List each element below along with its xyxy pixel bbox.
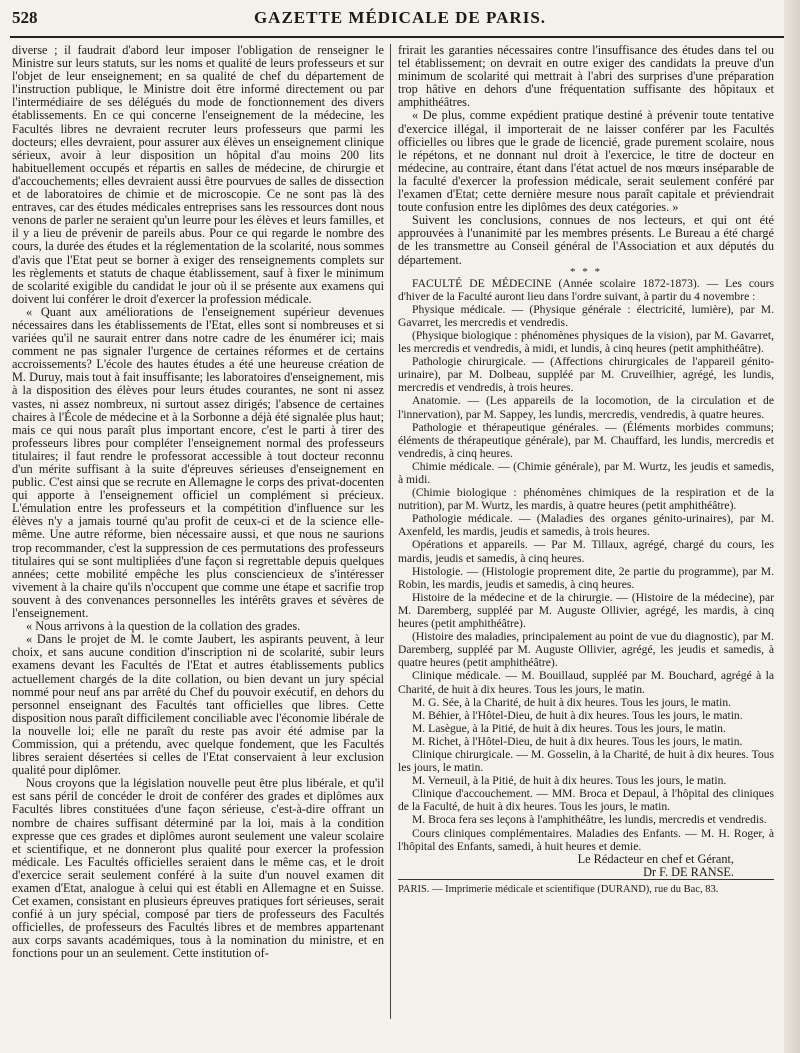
printer-imprint: PARIS. — Imprimerie médicale et scientifique (DURAND), rue du Bac, 83. bbox=[398, 879, 774, 896]
course-entry: Anatomie. — (Les appareils de la locomotion, de la circulation et de l'innervation), par M. Sappey, les lundis, mercredis, vendredis, à quatre heures. bbox=[398, 394, 774, 421]
course-entry: Clinique chirurgicale. — M. Gosselin, à la Charité, de huit à dix heures. Tous les jours, le matin. bbox=[398, 747, 774, 775]
signature-title: Le Rédacteur en chef et Gérant, bbox=[577, 851, 734, 866]
course-entry: Physique médicale. — (Physique générale : électricité, lumière), par M. Gavarret, les mercredis et vendredis. bbox=[398, 302, 774, 329]
paragraph: « Dans le projet de M. le comte Jaubert, les aspirants peuvent, à leur choix, et sans aucune condition d'inscription ni de scolarité, subir leurs examens devant les Facultés de l'Etat et autres établissements publics actuellement chargés de la dite collation, ou bien devant un jury spécial nommé pour neuf ans par arrêté du Chef du pouvoir exécutif, en dehors du personnel enseignant des Facultés tant officielles que libres. Cette disposition nous paraît difficilement conciliable avec l'économie libérale de la nouvelle loi; elle ne paraît du reste pas avoir été admise par la Commission, qui a prétendu, avec quelque fondement, que les Facultés libres seraient désertées si celles de l'Etat conservaient à leur exclusion qualité pour diplômer. bbox=[12, 632, 384, 778]
course-entry: Clinique d'accouchement. — MM. Broca et Depaul, à l'hôpital des cliniques de la Faculté, de huit à dix heures. Tous les jours, le matin. bbox=[398, 787, 774, 814]
paragraph: Nous croyons que la législation nouvelle peut être plus libérale, et qu'il est sans péril de concéder le droit de conférer des grades et diplômes aux Facultés libres constituées d'une façon sérieuse, c'est-à-dire offrant un nombre de chaires suffisant déterminé par la loi, mais à la condition expresse que ces grades et diplômes auront seulement une valeur scolaire et scientifique, et ne donneront plus qualité pour exercer la profession médicale. Les Facultés officielles seraient dans le même cas, et le droit d'exercice serait seulement conféré à la suite d'un nouvel examen dit examen d'Etat, analogue à celui qui est établi en Allemagne et en Suisse. Cet examen, consistant en plusieurs épreuves pratiques fort sérieuses, serait confié à un jury spécial, composé par tiers de professeurs des Facultés officielles, de professeurs des Facultés libres et de membres appartenant aux corps savants académiques, tous à la nomination du ministre, et en fonctions pour un an seulement. Cette institution of- bbox=[12, 776, 384, 961]
course-entry: M. G. Sée, à la Charité, de huit à dix heures. Tous les jours, le matin. bbox=[412, 695, 732, 709]
course-entry: Histologie. — (Histologie proprement dite, 2e partie du programme), par M. Robin, les mardis, jeudis et samedis, à cinq heures. bbox=[398, 564, 774, 591]
course-entry: M. Verneuil, à la Pitié, de huit à dix heures. Tous les jours, le matin. bbox=[412, 774, 727, 788]
course-entry: M. Broca fera ses leçons à l'amphithéâtre, les lundis, mercredis et vendredis. bbox=[412, 813, 767, 827]
paragraph: diverse ; il faudrait d'abord leur imposer l'obligation de renseigner le Ministre sur leurs statuts, sur les noms et qualité de leurs professeurs et sur l'objet de leur enseignement; en sa qualité de chef du département de l'instruction publique, le Ministre doit être informé directement ou par l'intermédiaire de ses délégués du mode de fonctionnement des divers établissements. En ce qui concerne l'enseignement de la médecine, les Facultés libres ne devraient recruter leurs professeurs que parmi les docteurs; elles devraient, pour assurer aux élèves un enseignement clinique sérieux, avoir à leur disposition un hôpital d'au moins 200 lits habituellement occupés et répartis en salles de médecine, de chirurgie et d'accouchements; elles devraient aussi être pourvues de salles de dissection et de laboratoires de chimie et de microscopie. Ce ne sont pas là des entraves, car des études médicales entreprises sans les ressources dont nous venons de parler ne seraient qu'un leurre pour les élèves et leurs familles, et il y a lieu de prévenir de pareils abus. Pour ce qui regarde le nombre des cours, la durée des études et la réglementation de la scolarité, nous sommes d'avis que l'Etat peut se borner à exiger des renseignements complets sur les règlements et statuts de chaque établissement, sauf à fixer le minimum de scolarité exigible du candidat le jour où il se présente aux examens qui doivent lui conférer le droit d'exercer la profession médicale. bbox=[12, 44, 384, 306]
course-entry: (Histoire des maladies, principalement au point de vue du diagnostic), par M. Daremberg, suppléé par M. Auguste Ollivier, agrégé, les jeudis et samedis, à quatre heures (petit amphithéâtre). bbox=[398, 630, 774, 670]
paragraph: « Quant aux améliorations de l'enseignement supérieur devenues nécessaires dans les établissements de l'Etat, elles sont si nombreuses et si variées qu'il ne saurait entrer dans notre cadre de les énumérer ici; mais comment ne pas signaler l'urgence de certaines réformes et de certains accroissements? L'école des hautes études a été une heureuse création de M. Duruy, mais tout à fait insuffisante; les laboratoires d'enseignement, mis à la disposition des élèves pour leurs études courantes, ne sont ni assez vastes, ni assez nombreux, ni surtout assez dirigés; l'absence de certaines chaires à l'École de médecine et à la Sorbonne a déjà été signalée plus haut; mais ce qui nous paraît plus important encore, c'est le parti à tirer des professeurs libres pour compléter l'enseignement normal des professeurs titulaires; il faut rendre le professorat accessible à tout docteur reconnu d'un mérite suffisant à la suite d'épreuves sérieuses d'enseignement en public. C'est ainsi que se recrute en Allemagne le corps des privat-docenten qui apporte à l'enseignement officiel un complément si précieux. L'émulation entre les professeurs et la compétition d'influence sur les élèves n'y a jamais tourné qu'au profit de ceux-ci et de la science elle-même. Une autre réforme, bien nécessaire aussi, et que nous ne saurions trop recommander, c'est la suppression de ces permutations des professeurs titulaires qui se sont multipliées d'une façon si regrettable depuis quelques années; cette mobilité empêche les plus consciencieux de s'intéresser vivement à la chaire qu'ils n'occupent que comme une étape et sacrifie trop souvent à des convenances personnelles les intérêts graves et sévères de l'enseignement. bbox=[12, 304, 384, 621]
course-entry: (Chimie biologique : phénomènes chimiques de la respiration et de la nutrition), par M. Wurtz, les mardis, à quatre heures (petit amphithéâtre). bbox=[398, 486, 774, 513]
page-header bbox=[0, 0, 800, 44]
paragraph: « De plus, comme expédient pratique destiné à prévenir toute tentative d'exercice illégal, il importerait de ne laisser conférer par les Facultés officielles ou libres que le grade de licencié, grade purement scolaire, nous le répétons, et ne donnant nul droit à l'exercice, le titre de docteur en médecine, au contraire, étant dans l'état actuel de nos mœurs inséparable de la faculté d'exercer la profession médicale, serait seulement conféré par l'examen d'Etat; cette dernière mesure nous paraît capitale et préviendrait toute confusion entre les diplômes des deux catégories. » bbox=[398, 108, 774, 215]
header-rule bbox=[10, 36, 790, 38]
course-entry: Cours cliniques complémentaires. Maladies des Enfants. — M. H. Roger, à l'hôpital des Enfants, samedi, à huit heures et demie. bbox=[398, 826, 774, 853]
course-entry: (Physique biologique : phénomènes physiques de la vision), par M. Gavarret, les mercredis et vendredis, à midi, et lundis, à cinq heures (petit amphithéâtre). bbox=[398, 328, 774, 356]
course-entry: M. Béhier, à l'Hôtel-Dieu, de huit à dix heures. Tous les jours, le matin. bbox=[412, 708, 743, 722]
course-entry: Clinique médicale. — M. Bouillaud, suppléé par M. Bouchard, agrégé à la Charité, de huit à dix heures. Tous les jours, le matin. bbox=[398, 669, 774, 696]
course-entry: Chimie médicale. — (Chimie générale), par M. Wurtz, les jeudis et samedis, à midi. bbox=[398, 459, 774, 486]
right-column bbox=[398, 44, 774, 1029]
section-stars: * * * bbox=[570, 265, 602, 278]
running-title: GAZETTE MÉDICALE DE PARIS. bbox=[253, 8, 547, 27]
course-entry: Histoire de la médecine et de la chirurgie. — (Histoire de la médecine), par M. Daremberg, suppléé par M. Auguste Ollivier, agrégé, les mardis, à cinq heures (petit amphithéâtre). bbox=[398, 590, 774, 631]
course-entry: M. Richet, à l'Hôtel-Dieu, de huit à dix heures. Tous les jours, le matin. bbox=[412, 734, 743, 748]
course-entry: Pathologie chirurgicale. — (Affections chirurgicales de l'appareil génito-urinaire), par M. Dolbeau, suppléé par M. Cruveilhier, agrégé, les lundis, mercredis et vendredis, à trois heures. bbox=[398, 355, 774, 395]
left-column bbox=[12, 44, 384, 1029]
paragraph: « Nous arrivons à la question de la collation des grades. bbox=[26, 619, 301, 634]
course-entry: M. Lasègue, à la Pitié, de huit à dix heures. Tous les jours, le matin. bbox=[412, 721, 726, 735]
page-number: 528 bbox=[12, 8, 38, 27]
signature-name: Dr F. DE RANSE. bbox=[643, 864, 734, 879]
course-entry: Opérations et appareils. — Par M. Tillaux, agrégé, chargé du cours, les mardis, jeudis et samedis, à cinq heures. bbox=[398, 538, 774, 565]
paragraph: frirait les garanties nécessaires contre l'insuffisance des études dans tel ou tel établissement; on devrait en outre exiger des candidats la preuve d'un minimum de scolarité qui mettrait à l'abri des surprises d'une préparation trop hâtive en dehors d'une fréquentation suffisante des hôpitaux et amphithéâtres. bbox=[398, 44, 774, 110]
paragraph: Suivent les conclusions, connues de nos lecteurs, et qui ont été approuvées à l'unanimité par les membres présents. Le Bureau a été chargé de les transmettre au Conseil général de l'Association et aux députés du département. bbox=[398, 213, 774, 267]
course-entry: FACULTÉ DE MÉDECINE (Année scolaire 1872-1873). — Les cours d'hiver de la Faculté auront lieu dans l'ordre suivant, à partir du 4 novembre : bbox=[398, 276, 774, 303]
page-edge bbox=[784, 0, 800, 1053]
course-entry: Pathologie médicale. — (Maladies des organes génito-urinaires), par M. Axenfeld, les mardis, jeudis et samedis, à trois heures. bbox=[398, 512, 774, 539]
column-divider bbox=[390, 44, 391, 1019]
course-entry: Pathologie et thérapeutique générales. — (Éléments morbides communs; éléments de thérapeutique générale), par M. Chauffard, les lundis, mercredis et vendredis, à cinq heures. bbox=[398, 420, 774, 460]
